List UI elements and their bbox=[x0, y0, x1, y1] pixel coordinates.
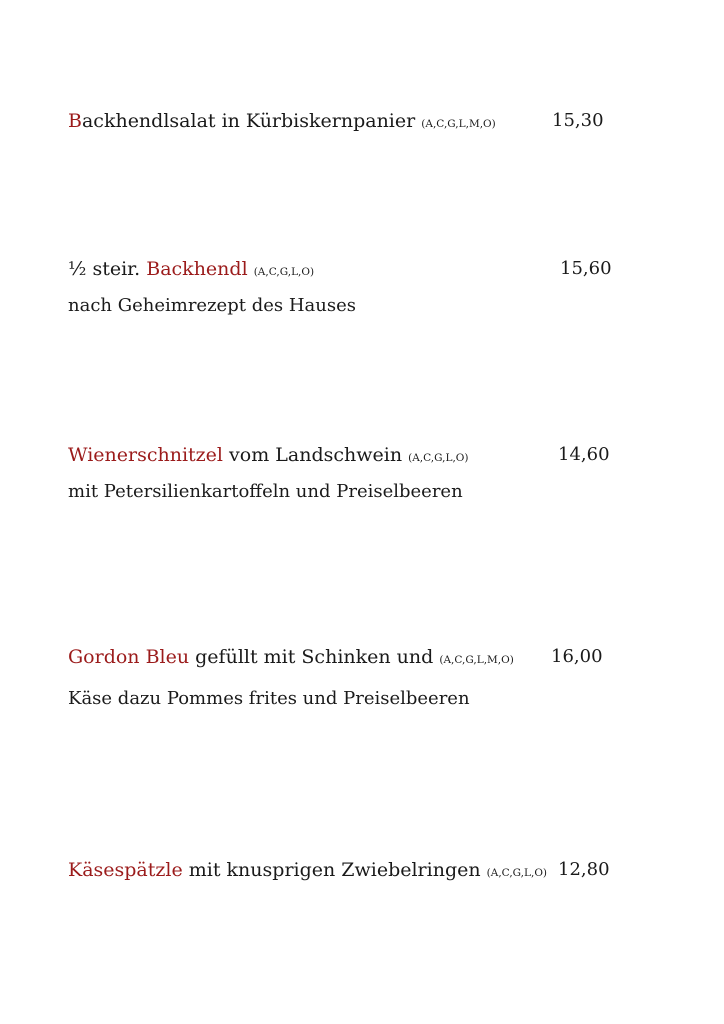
menu-item-4-title bbox=[68, 645, 514, 672]
menu-item-3-highlight: Wienerschnitzel bbox=[68, 444, 223, 466]
menu-item-1-allergens: (A,C,G,L,M,O) bbox=[421, 118, 496, 130]
menu-item-3-price: 14,60 bbox=[558, 444, 610, 465]
menu-item-2-description: nach Geheimrezept des Hauses bbox=[68, 295, 356, 316]
menu-item-4-name: gefüllt mit Schinken und bbox=[189, 646, 434, 668]
menu-item-3-description: mit Petersilienkartoffeln und Preiselbeeren bbox=[68, 481, 463, 502]
menu-item-5-name: mit knusprigen Zwiebelringen bbox=[182, 859, 481, 881]
menu-item-2-allergens: (A,C,G,L,O) bbox=[253, 266, 315, 278]
menu-item-4-price: 16,00 bbox=[551, 646, 603, 667]
menu-item-5-price: 12,80 bbox=[558, 859, 610, 880]
menu-item-3-title bbox=[68, 443, 469, 470]
menu-item-4-highlight: Gordon Bleu bbox=[68, 646, 190, 668]
menu-item-1-price: 15,30 bbox=[552, 110, 604, 131]
menu-item-1-name: ackhendlsalat in Kürbiskernpanier bbox=[81, 110, 416, 132]
menu-item-2-highlight: Backhendl bbox=[146, 258, 248, 280]
menu-item-5-highlight: Käsespätzle bbox=[68, 859, 183, 881]
menu-item-4-allergens: (A,C,G,L,M,O) bbox=[439, 654, 514, 666]
menu-item-2-title bbox=[68, 257, 314, 284]
menu-item-2-price: 15,60 bbox=[560, 258, 612, 279]
menu-item-5-allergens: (A,C,G,L,O) bbox=[486, 867, 548, 879]
menu-item-1-title bbox=[68, 109, 496, 136]
menu-item-4-description: Käse dazu Pommes frites und Preiselbeeren bbox=[68, 688, 470, 709]
menu-item-3-allergens: (A,C,G,L,O) bbox=[408, 452, 469, 464]
menu-item-1-highlight: B bbox=[68, 110, 82, 132]
menu-item-3-name: vom Landschwein bbox=[223, 444, 403, 466]
menu-item-5-title bbox=[68, 858, 547, 885]
menu-item-2-prefix: ½ steir. bbox=[68, 258, 147, 280]
